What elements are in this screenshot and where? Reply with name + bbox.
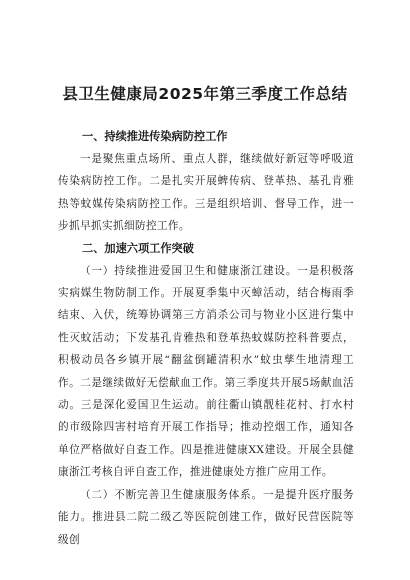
section-heading-1: 一、持续推进传染病防控工作 — [82, 130, 228, 143]
page-title: 县卫生健康局2025年第三季度工作总结 — [62, 85, 348, 103]
document-body — [58, 126, 354, 551]
section-2-paragraph-1: （一）持续推进爱国卫生和健康浙江建设。一是积极落实病媒生物防制工作。开展夏季集中灭蟑活动，结合梅雨季结束、入伏，统筹协调第三方消杀公司与物业小区进行集中性灭蚊活动；下发基孔肯雅热和登革热蚊媒防控科普要点，积极动员各乡镇开展“翻盆倒罐清积水”蚊虫孳生地清理工作。二是继续做好无偿献血工作。第三季度共开展5场献血活动。三是深化爱国卫生运动。前往衢山镇靓桂花村、打水村的市级除四害村培育开展工作指导；推动控烟工作，通知各单位严格做好自查工作。四是推进健康XX建设。开展全县健康浙江考核自评自查工作，推进健康处方推广应用工作。 — [58, 264, 354, 479]
section-1-paragraph-1: 一是聚焦重点场所、重点人群，继续做好新冠等呼吸道传染病防控工作。二是扎实开展蜱传病、登革热、基孔肯雅热等蚊媒传染病防控工作。三是组织培训、督导工作，进一步抓早抓实抓细防控工作。 — [58, 153, 354, 233]
section-heading-2: 二、加速六项工作突破 — [82, 241, 194, 255]
section-2-paragraph-2: （二）不断完善卫生健康服务体系。一是提升医疗服务能力。推进县二院二级乙等医院创建工作，做好民营医院等级创 — [58, 488, 354, 546]
